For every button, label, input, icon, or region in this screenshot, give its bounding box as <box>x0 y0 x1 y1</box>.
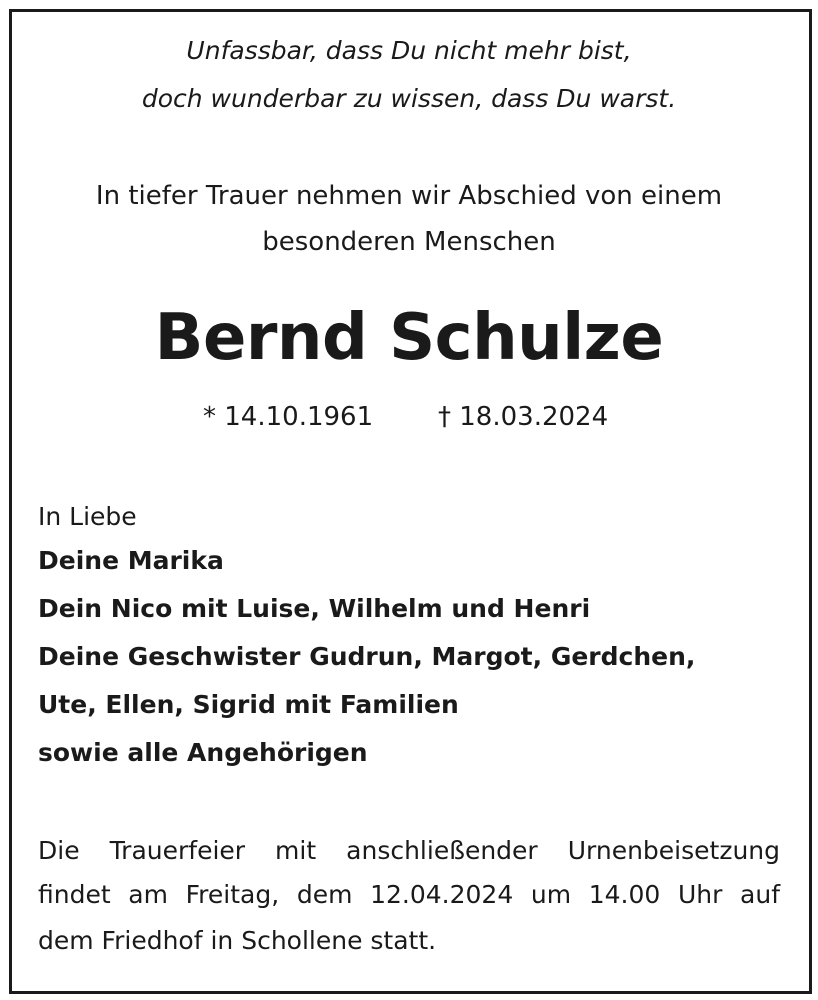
intro-line-1: In tiefer Trauer nehmen wir Abschied von einem <box>95 181 723 211</box>
deceased-name: Bernd Schulze <box>154 301 664 375</box>
mourner-line: Deine Geschwister Gudrun, Margot, Gerdchen, <box>38 642 696 671</box>
mourner-line: sowie alle Angehörigen <box>38 738 368 767</box>
mourners-opening: In Liebe <box>38 502 137 531</box>
mourner-line: Ute, Ellen, Sigrid mit Familien <box>38 690 459 719</box>
mourner-line: Deine Marika <box>38 546 224 575</box>
intro-line-2: besonderen Menschen <box>262 227 556 257</box>
birth-date: * 14.10.1961 <box>203 402 374 432</box>
service-line-2: findet am Freitag, dem 12.04.2024 um 14.00 Uhr auf <box>38 880 780 909</box>
service-line-1: Die Trauerfeier mit anschließender Urnenbeisetzung <box>38 836 780 865</box>
quote-line-1: Unfassbar, dass Du nicht mehr bist, <box>186 36 632 65</box>
death-date: † 18.03.2024 <box>438 402 609 432</box>
service-line-3: dem Friedhof in Schollene statt. <box>38 926 437 955</box>
mourner-line: Dein Nico mit Luise, Wilhelm und Henri <box>38 594 591 623</box>
quote-line-2: doch wunderbar zu wissen, dass Du warst. <box>141 84 677 113</box>
